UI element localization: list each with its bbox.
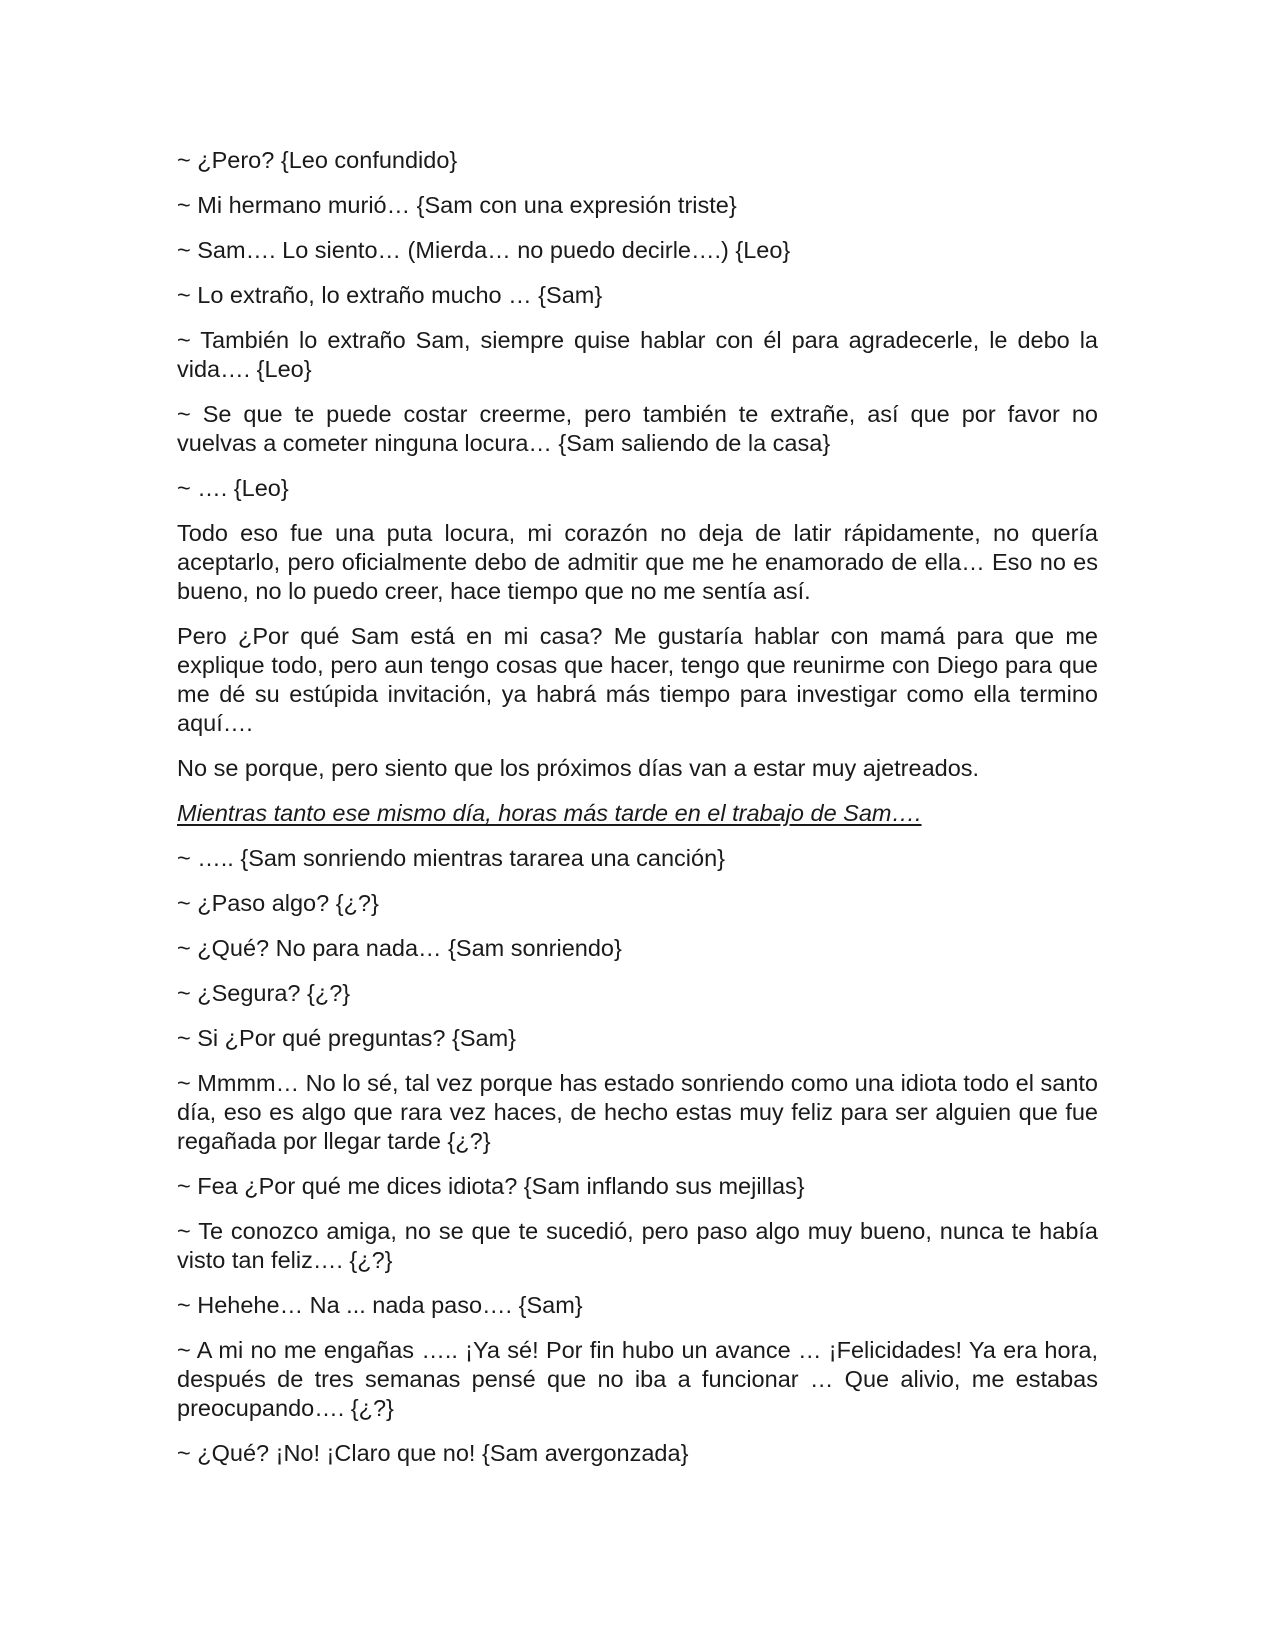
- dialogue-line: ~ ¿Qué? ¡No! ¡Claro que no! {Sam avergonzada}: [177, 1440, 689, 1466]
- body-text: [177, 146, 1098, 1484]
- scene-transition: Mientras tanto ese mismo día, horas más tarde en el trabajo de Sam….: [177, 800, 922, 826]
- narration-paragraph: No se porque, pero siento que los próximos días van a estar muy ajetreados.: [177, 755, 980, 781]
- dialogue-line: ~ ¿Qué? No para nada… {Sam sonriendo}: [177, 935, 622, 961]
- dialogue-line: ~ ¿Paso algo? {¿?}: [177, 890, 379, 916]
- dialogue-line: ~ Te conozco amiga, no se que te sucedió, pero paso algo muy bueno, nunca te había visto tan feliz…. {¿?}: [177, 1218, 1098, 1273]
- narration-paragraph: Todo eso fue una puta locura, mi corazón no deja de latir rápidamente, no quería aceptarlo, pero oficialmente debo de admitir que me he enamorado de ella… Eso no es bueno, no lo puedo creer, hace tiempo que no me sentía así.: [177, 520, 1098, 604]
- dialogue-line: ~ Si ¿Por qué preguntas? {Sam}: [177, 1025, 517, 1051]
- narration-paragraph: Pero ¿Por qué Sam está en mi casa? Me gustaría hablar con mamá para que me explique todo, pero aun tengo cosas que hacer, tengo que reunirme con Diego para que me dé su estúpida invitación, ya habrá más tiempo para investigar como ella termino aquí….: [177, 623, 1098, 736]
- dialogue-line: ~ A mi no me engañas ….. ¡Ya sé! Por fin hubo un avance … ¡Felicidades! Ya era hora, después de tres semanas pensé que no iba a funcionar … Que alivio, me estabas preocupando…. {¿?}: [177, 1337, 1098, 1421]
- dialogue-line: ~ Sam…. Lo siento… (Mierda… no puedo decirle….) {Leo}: [177, 237, 791, 263]
- dialogue-line: ~ También lo extraño Sam, siempre quise hablar con él para agradecerle, le debo la vida…. {Leo}: [177, 327, 1098, 382]
- dialogue-line: ~ Lo extraño, lo extraño mucho … {Sam}: [177, 282, 603, 308]
- dialogue-line: ~ Mmmm… No lo sé, tal vez porque has estado sonriendo como una idiota todo el santo día, eso es algo que rara vez haces, de hecho estas muy feliz para ser alguien que fue regañada por llegar tarde {¿?}: [177, 1070, 1098, 1154]
- dialogue-line: ~ Mi hermano murió… {Sam con una expresión triste}: [177, 192, 737, 218]
- dialogue-line: ~ ¿Segura? {¿?}: [177, 980, 351, 1006]
- dialogue-line: ~ Se que te puede costar creerme, pero también te extrañe, así que por favor no vuelvas a cometer ninguna locura… {Sam saliendo de la casa}: [177, 401, 1098, 456]
- dialogue-line: ~ ¿Pero? {Leo confundido}: [177, 147, 458, 173]
- dialogue-line: ~ …. {Leo}: [177, 475, 289, 501]
- dialogue-line: ~ Hehehe… Na ... nada paso…. {Sam}: [177, 1292, 583, 1318]
- dialogue-line: ~ Fea ¿Por qué me dices idiota? {Sam inflando sus mejillas}: [177, 1173, 805, 1199]
- dialogue-line: ~ ….. {Sam sonriendo mientras tararea una canción}: [177, 845, 725, 871]
